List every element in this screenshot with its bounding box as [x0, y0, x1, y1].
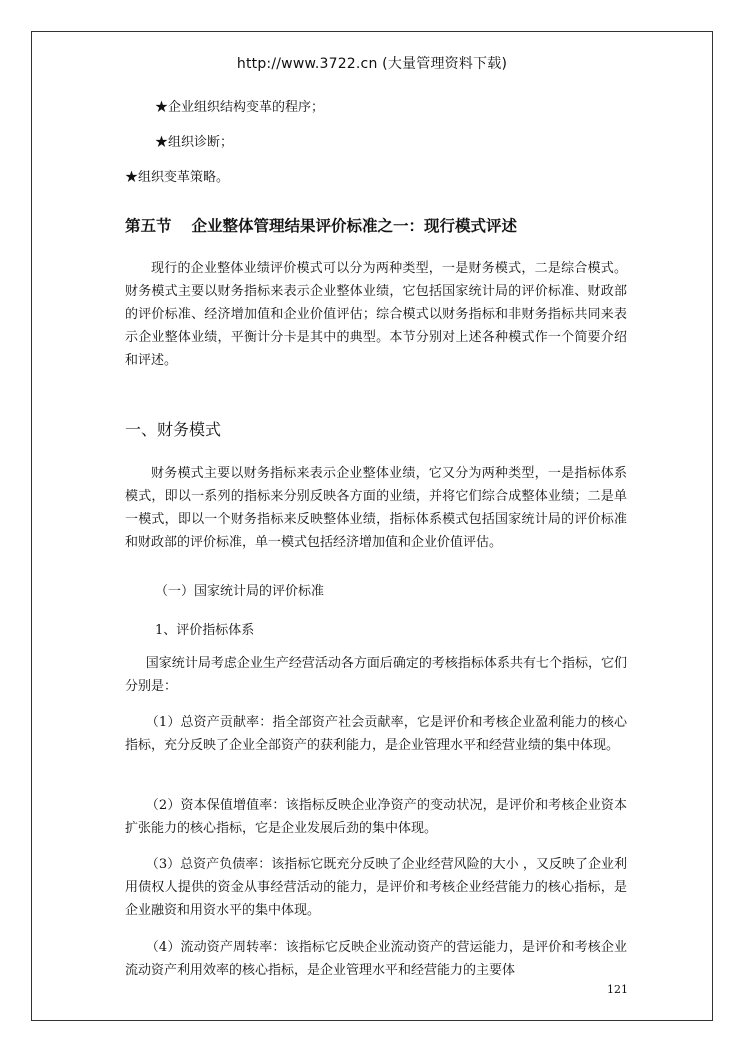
- lead-paragraph: 国家统计局考虑企业生产经营活动各方面后确定的考核指标体系共有七个指标，它们分别是：: [125, 656, 627, 694]
- subsection-paragraph: 财务模式主要以财务指标来表示企业整体业绩，它又分为两种类型，一是指标体系模式，即以一系列的指标来分别反映各方面的业绩，并将它们综合成整体业绩；二是单一模式，即以一个财务指标来反映整体业绩，指标体系模式包括国家统计局的评价标准和财政部的评价标准，单一模式包括经济增加值和企业价值评估。: [125, 466, 627, 550]
- indicator-paragraph: （2）资本保值增值率：该指标反映企业净资产的变动状况，是评价和考核企业资本扩张能力的核心指标，它是企业发展后劲的集中体现。: [125, 798, 627, 836]
- header-url: http://www.3722.cn (大量管理资料下载): [236, 56, 508, 72]
- section-title: 企业整体管理结果评价标准之一：现行模式评述: [191, 217, 518, 235]
- bullet-item: ★组织诊断；: [155, 135, 234, 150]
- indicator-paragraph: （1）总资产贡献率：指全部资产社会贡献率，它是评价和考核企业盈利能力的核心指标，充分反映了企业全部资产的获利能力，是企业管理水平和经营业绩的集中体现。: [125, 715, 627, 753]
- indicator-paragraph: （4）流动资产周转率：该指标它反映企业流动资产的营运能力，是评价和考核企业流动资产利用效率的核心指标，是企业管理水平和经营能力的主要体: [125, 940, 627, 978]
- bullet-item: ★组织变革策略。: [125, 170, 230, 185]
- item-title: 1、评价指标体系: [155, 623, 255, 638]
- indicator-paragraph: （3）总资产负债率：该指标它既充分反映了企业经营风险的大小 ，又反映了企业利用债权人提供的资金从事经营活动的能力，是评价和考核企业经营能力的核心指标，是企业融资和用资水平的集中体现。: [125, 857, 627, 918]
- bullet-item: ★企业组织结构变革的程序；: [155, 100, 325, 115]
- subsection-title: 一、财务模式: [125, 420, 222, 439]
- section-number: 第五节: [125, 217, 172, 235]
- page-number: 121: [607, 983, 628, 996]
- section-heading: [125, 214, 517, 236]
- intro-paragraph: 现行的企业整体业绩评价模式可以分为两种类型，一是财务模式，二是综合模式。财务模式主要以财务指标来表示企业整体业绩，它包括国家统计局的评价标准、财政部的评价标准、经济增加值和企业价值评估；综合模式以财务指标和非财务指标共同来表示企业整体业绩，平衡计分卡是其中的典型。本节分别对上述各种模式作一个简要介绍和评述。: [125, 261, 627, 368]
- part-title: （一）国家统计局的评价标准: [155, 584, 325, 599]
